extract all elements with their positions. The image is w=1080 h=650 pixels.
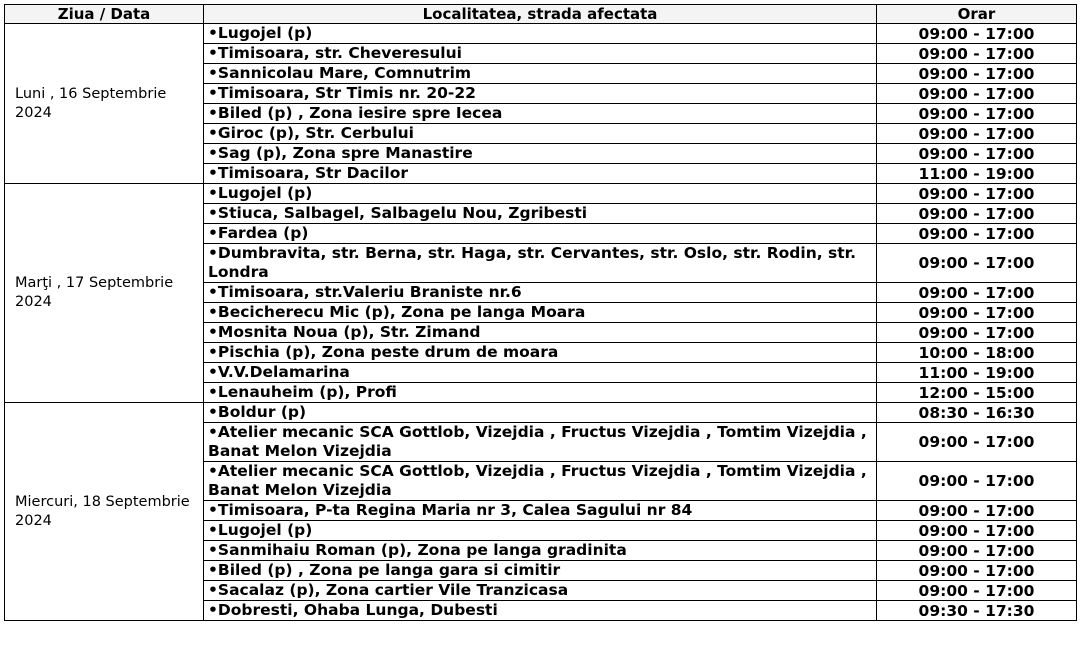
location-cell: •Dobresti, Ohaba Lunga, Dubesti bbox=[204, 601, 877, 621]
location-cell: •Timisoara, str.Valeriu Braniste nr.6 bbox=[204, 283, 877, 303]
hours-cell: 09:00 - 17:00 bbox=[877, 224, 1077, 244]
location-cell: •Timisoara, Str Dacilor bbox=[204, 164, 877, 184]
day-date-cell: Marţi , 17 Septembrie 2024 bbox=[5, 184, 204, 403]
schedule-body bbox=[5, 24, 1077, 621]
location-cell: •Sag (p), Zona spre Manastire bbox=[204, 144, 877, 164]
location-cell: •V.V.Delamarina bbox=[204, 363, 877, 383]
location-cell: •Becicherecu Mic (p), Zona pe langa Moara bbox=[204, 303, 877, 323]
hours-cell: 09:00 - 17:00 bbox=[877, 462, 1077, 501]
outage-schedule-table bbox=[4, 4, 1077, 621]
table-row bbox=[5, 24, 1077, 44]
location-cell: •Lugojel (p) bbox=[204, 184, 877, 204]
hours-cell: 09:00 - 17:00 bbox=[877, 104, 1077, 124]
day-date-cell: Luni , 16 Septembrie 2024 bbox=[5, 24, 204, 184]
location-cell: •Atelier mecanic SCA Gottlob, Vizejdia , Fructus Vizejdia , Tomtim Vizejdia , Banat Melon Vizejdia bbox=[204, 423, 877, 462]
header-location: Localitatea, strada afectata bbox=[204, 5, 877, 24]
hours-cell: 09:30 - 17:30 bbox=[877, 601, 1077, 621]
location-cell: •Sacalaz (p), Zona cartier Vile Tranzicasa bbox=[204, 581, 877, 601]
hours-cell: 09:00 - 17:00 bbox=[877, 44, 1077, 64]
hours-cell: 09:00 - 17:00 bbox=[877, 423, 1077, 462]
hours-cell: 09:00 - 17:00 bbox=[877, 323, 1077, 343]
location-cell: •Sanmihaiu Roman (p), Zona pe langa gradinita bbox=[204, 541, 877, 561]
location-cell: •Giroc (p), Str. Cerbului bbox=[204, 124, 877, 144]
location-cell: •Timisoara, P-ta Regina Maria nr 3, Calea Sagului nr 84 bbox=[204, 501, 877, 521]
hours-cell: 08:30 - 16:30 bbox=[877, 403, 1077, 423]
hours-cell: 09:00 - 17:00 bbox=[877, 561, 1077, 581]
table-row bbox=[5, 184, 1077, 204]
hours-cell: 09:00 - 17:00 bbox=[877, 283, 1077, 303]
location-cell: •Lugojel (p) bbox=[204, 521, 877, 541]
location-cell: •Sannicolau Mare, Comnutrim bbox=[204, 64, 877, 84]
header-hours: Orar bbox=[877, 5, 1077, 24]
location-cell: •Dumbravita, str. Berna, str. Haga, str. Cervantes, str. Oslo, str. Rodin, str. Londra bbox=[204, 244, 877, 283]
hours-cell: 09:00 - 17:00 bbox=[877, 24, 1077, 44]
hours-cell: 09:00 - 17:00 bbox=[877, 124, 1077, 144]
location-cell: •Lenauheim (p), Profi bbox=[204, 383, 877, 403]
location-cell: •Boldur (p) bbox=[204, 403, 877, 423]
hours-cell: 09:00 - 17:00 bbox=[877, 521, 1077, 541]
header-date: Ziua / Data bbox=[5, 5, 204, 24]
hours-cell: 09:00 - 17:00 bbox=[877, 84, 1077, 104]
location-cell: •Biled (p) , Zona iesire spre Iecea bbox=[204, 104, 877, 124]
schedule-container bbox=[4, 4, 1077, 621]
hours-cell: 09:00 - 17:00 bbox=[877, 144, 1077, 164]
location-cell: •Timisoara, Str Timis nr. 20-22 bbox=[204, 84, 877, 104]
hours-cell: 09:00 - 17:00 bbox=[877, 303, 1077, 323]
table-row bbox=[5, 403, 1077, 423]
hours-cell: 09:00 - 17:00 bbox=[877, 64, 1077, 84]
location-cell: •Biled (p) , Zona pe langa gara si cimitir bbox=[204, 561, 877, 581]
hours-cell: 12:00 - 15:00 bbox=[877, 383, 1077, 403]
location-cell: •Timisoara, str. Cheveresului bbox=[204, 44, 877, 64]
hours-cell: 09:00 - 17:00 bbox=[877, 501, 1077, 521]
hours-cell: 10:00 - 18:00 bbox=[877, 343, 1077, 363]
day-date-cell: Miercuri, 18 Septembrie 2024 bbox=[5, 403, 204, 621]
hours-cell: 09:00 - 17:00 bbox=[877, 184, 1077, 204]
location-cell: •Atelier mecanic SCA Gottlob, Vizejdia , Fructus Vizejdia , Tomtim Vizejdia , Banat Melon Vizejdia bbox=[204, 462, 877, 501]
header-row bbox=[5, 5, 1077, 24]
hours-cell: 09:00 - 17:00 bbox=[877, 204, 1077, 224]
hours-cell: 09:00 - 17:00 bbox=[877, 541, 1077, 561]
hours-cell: 09:00 - 17:00 bbox=[877, 581, 1077, 601]
hours-cell: 11:00 - 19:00 bbox=[877, 363, 1077, 383]
hours-cell: 09:00 - 17:00 bbox=[877, 244, 1077, 283]
location-cell: •Mosnita Noua (p), Str. Zimand bbox=[204, 323, 877, 343]
hours-cell: 11:00 - 19:00 bbox=[877, 164, 1077, 184]
location-cell: •Lugojel (p) bbox=[204, 24, 877, 44]
location-cell: •Pischia (p), Zona peste drum de moara bbox=[204, 343, 877, 363]
location-cell: •Stiuca, Salbagel, Salbagelu Nou, Zgribesti bbox=[204, 204, 877, 224]
location-cell: •Fardea (p) bbox=[204, 224, 877, 244]
